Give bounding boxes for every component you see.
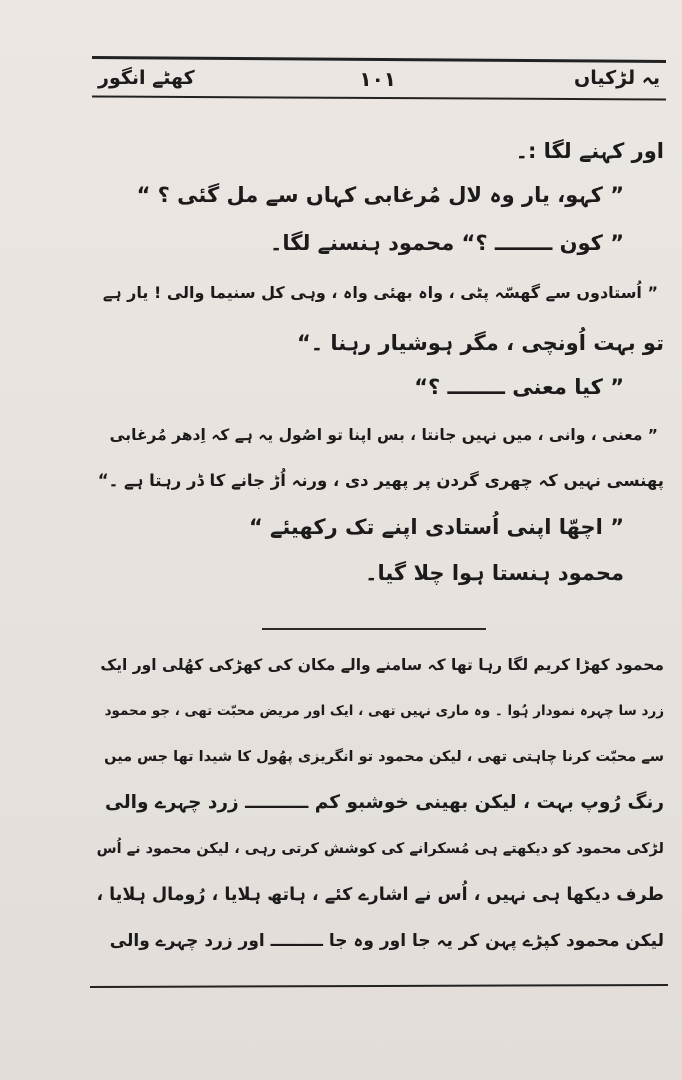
section-divider	[262, 628, 486, 630]
header-top-rule	[92, 56, 666, 63]
header-bottom-rule	[92, 95, 666, 100]
text-line: ” کیا معنی ــــــــ ؟“	[414, 375, 624, 399]
text-line: ” اُستادوں سے گھسّہ پٹی ، واہ بھئی واہ ، وہی کل سنیما والی ! یار ہے	[102, 283, 658, 302]
text-line: تو بہت اُونچی ، مگر ہوشیار رہنا ۔“	[296, 331, 664, 355]
text-line: محمود کھڑا کریم لگا رہا تھا کہ سامنے والے مکان کی کھڑکی کھُلی اور ایک	[100, 656, 664, 674]
text-line: ” کون ــــــــ ؟“ محمود ہنسنے لگا۔	[270, 231, 624, 255]
running-author-title: کھٹے انگور	[98, 67, 195, 89]
text-line: رنگ رُوپ بہت ، لیکن بھینی خوشبو کم ــــــــــ زرد چہرے والی	[104, 792, 664, 813]
text-line: سے محبّت کرنا چاہتی تھی ، لیکن محمود تو انگریزی پھُول کا شیدا تھا جس میں	[104, 749, 664, 765]
narrative-section	[96, 648, 664, 978]
text-line: ” کہو، یار وہ لال مُرغابی کہاں سے مل گئی ؟ “	[136, 183, 624, 207]
text-line: پھنسی نہیں کہ چھری گردن پر پھیر دی ، ورنہ اُڑ جانے کا ڈر رہتا ہے ۔“	[97, 471, 664, 490]
text-line: ” معنی ، وانی ، میں نہیں جانتا ، بس اپنا تو اصُول یہ ہے کہ اِدھر مُرغابی	[109, 426, 658, 444]
book-title: یہ لڑکیاں	[574, 67, 660, 89]
text-line: محمود ہنستا ہوا چلا گیا۔	[365, 561, 624, 585]
text-line: لڑکی محمود کو دیکھتے ہی مُسکرانے کی کوشش کرتی رہی ، لیکن محمود نے اُس	[96, 841, 664, 857]
text-line: ” اچھّا اپنی اُستادی اپنے تک رکھیئے “	[248, 515, 624, 539]
running-header	[92, 63, 666, 95]
text-line: زرد سا چہرہ نمودار ہُوا ۔ وہ ماری نہیں تھی ، ایک اور مریض محبّت تھی ، جو محمود	[104, 703, 664, 719]
text-line: لیکن محمود کپڑے پہن کر یہ جا اور وہ جا ـــــــــ اور زرد چہرے والی	[109, 931, 664, 951]
footer-rule	[90, 984, 668, 988]
text-line: اور کہنے لگا :۔	[515, 139, 664, 163]
dialogue-section	[96, 134, 664, 604]
page-number: ۱۰۱	[359, 67, 396, 91]
text-line: طرف دیکھا ہی نہیں ، اُس نے اشارے کئے ، ہاتھ ہلایا ، رُومال ہلایا ،	[96, 885, 664, 905]
